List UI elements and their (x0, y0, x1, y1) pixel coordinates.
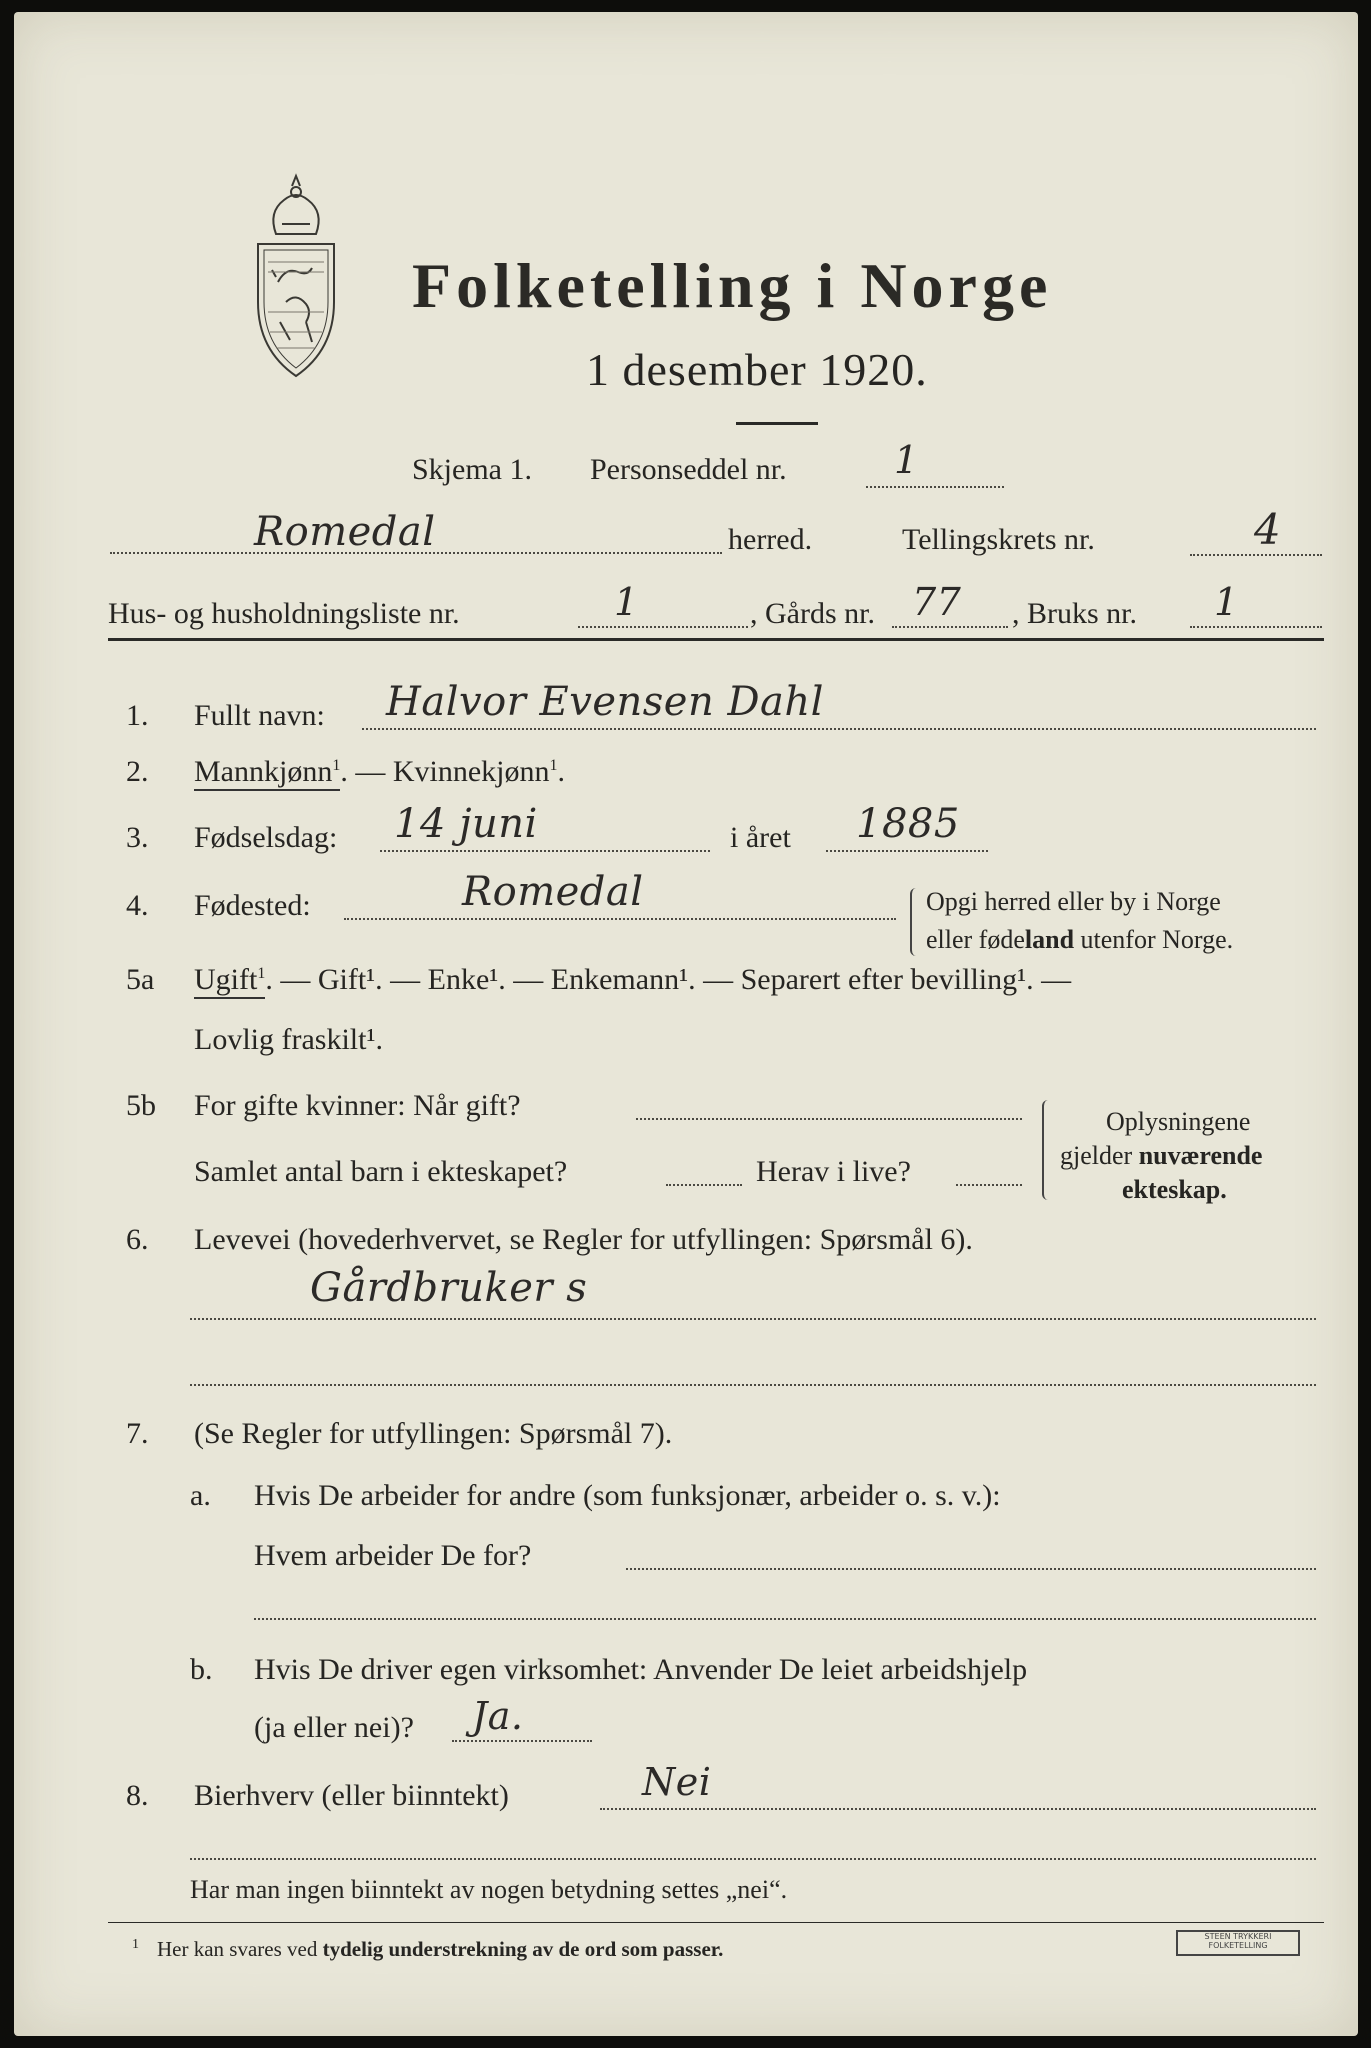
personseddel-label: Personseddel nr. (590, 453, 787, 486)
q4-note-brace (910, 888, 920, 956)
q7b-value: Ja. (472, 1694, 524, 1738)
q1-number: 1. (126, 699, 149, 732)
footnote: $^1$ Her kan svares ved tydelig understrekning av de ord som passer. (132, 1937, 724, 1961)
q7b-line (452, 1740, 592, 1742)
q7a-line2 (254, 1618, 1316, 1620)
q3-number: 3. (126, 821, 149, 854)
q6-line1 (190, 1318, 1316, 1320)
q3-label: Fødselsdag: (194, 821, 338, 854)
footnote-divider (108, 1922, 1324, 1923)
q5b-note-line2: gjelder nuværende (1060, 1141, 1263, 1170)
printer-stamp: STEEN TRYKKERI FOLKETELLING (1176, 1930, 1300, 1956)
q6-label: Levevei (hovederhvervet, se Regler for utfyllingen: Spørsmål 6). (194, 1223, 973, 1256)
census-form-page (14, 12, 1358, 2036)
q5a-ugift-option[interactable]: Ugift$^1$ (194, 963, 265, 999)
q6-number: 6. (126, 1223, 149, 1256)
gards-label: , Gårds nr. (750, 597, 875, 630)
q5b-married-line (636, 1118, 1022, 1120)
q7-label: (Se Regler for utfyllingen: Spørsmål 7). (194, 1417, 673, 1450)
herred-value: Romedal (254, 509, 436, 555)
gards-line (892, 626, 1008, 628)
q5b-note-line3: ekteskap. (1122, 1175, 1227, 1204)
q5b-note-line1: Oplysningene (1106, 1107, 1251, 1136)
q3-year-line (826, 850, 988, 852)
q8-label: Bierhverv (eller biinntekt) (194, 1779, 509, 1812)
tellingskrets-line (1190, 554, 1322, 556)
q1-label: Fullt navn: (194, 699, 325, 732)
bruks-label: , Bruks nr. (1012, 597, 1138, 630)
q5b-number: 5b (126, 1089, 156, 1122)
coat-of-arms-icon (246, 172, 346, 382)
q5b-label: For gifte kvinner: Når gift? (194, 1089, 521, 1122)
herred-label: herred. (728, 523, 813, 556)
q3-line (380, 850, 710, 852)
q5a-number: 5a (126, 963, 155, 996)
husholdning-value: 1 (614, 580, 639, 624)
q2-options: Mannkjønn$^1$. — Kvinnekjønn$^1$. (194, 754, 565, 790)
header-divider (108, 638, 1324, 641)
q7a-label: Hvis De arbeider for andre (som funksjonær, arbeider o. s. v.): (254, 1479, 1001, 1512)
q2-male-option[interactable]: Mannkjønn$^1$ (194, 755, 340, 791)
q4-note-line1: Opgi herred eller by i Norge (926, 887, 1221, 916)
q7-number: 7. (126, 1417, 149, 1450)
q4-line (344, 918, 896, 920)
q8-line1 (600, 1808, 1316, 1810)
schema-label: Skjema 1. (412, 453, 532, 486)
q7b-label2: (ja eller nei)? (254, 1711, 414, 1744)
q1-line (362, 728, 1316, 730)
q5b-alive-line (956, 1184, 1022, 1186)
q5b-children-line (666, 1184, 742, 1186)
q5b-note-brace (1042, 1100, 1052, 1200)
q5a-line2: Lovlig fraskilt¹. (194, 1023, 383, 1056)
personseddel-line (866, 486, 1004, 488)
q5b-alive-label: Herav i live? (756, 1155, 911, 1188)
q4-value: Romedal (462, 869, 644, 915)
personseddel-value: 1 (894, 438, 919, 482)
title-divider (736, 422, 818, 425)
q1-value: Halvor Evensen Dahl (386, 679, 824, 725)
q8-number: 8. (126, 1779, 149, 1812)
q3-value: 14 juni (394, 801, 538, 847)
husholdning-line (578, 626, 748, 628)
q4-number: 4. (126, 889, 149, 922)
q8-value: Nei (642, 1760, 712, 1804)
q2-female-option[interactable]: Kvinnekjønn$^1$ (392, 755, 558, 788)
form-subtitle: 1 desember 1920. (586, 344, 928, 395)
form-title: Folketelling i Norge (412, 250, 1053, 321)
q7b-label: Hvis De driver egen virksomhet: Anvender De leiet arbeidshjelp (254, 1653, 1028, 1686)
q7a-line1 (626, 1568, 1316, 1570)
q8-line2 (190, 1858, 1316, 1860)
husholdning-label: Hus- og husholdningsliste nr. (108, 597, 460, 630)
q2-number: 2. (126, 755, 149, 788)
bruks-line (1190, 626, 1322, 628)
q4-note-line2: eller fødeland utenfor Norge. (926, 925, 1234, 954)
q5b-children-label: Samlet antal barn i ekteskapet? (194, 1155, 568, 1188)
footer-note: Har man ingen biinntekt av nogen betydning settes „nei“. (190, 1875, 788, 1904)
q6-line2 (190, 1384, 1316, 1386)
q6-value: Gårdbruker s (310, 1265, 588, 1311)
gards-value: 77 (912, 580, 962, 624)
bruks-value: 1 (1214, 580, 1239, 624)
q7b-number: b. (190, 1653, 213, 1686)
q7a-number: a. (190, 1479, 211, 1512)
tellingskrets-value: 4 (1254, 505, 1282, 554)
q7a-label2: Hvem arbeider De for? (254, 1539, 532, 1572)
q4-label: Fødested: (194, 889, 311, 922)
q3-year-label: i året (730, 821, 791, 854)
q5a-options: Ugift$^1$. — Gift¹. — Enke¹. — Enkemann¹. — Separert efter bevilling¹. — (194, 962, 1071, 998)
tellingskrets-label: Tellingskrets nr. (902, 523, 1095, 556)
q3-year-value: 1885 (856, 801, 960, 847)
